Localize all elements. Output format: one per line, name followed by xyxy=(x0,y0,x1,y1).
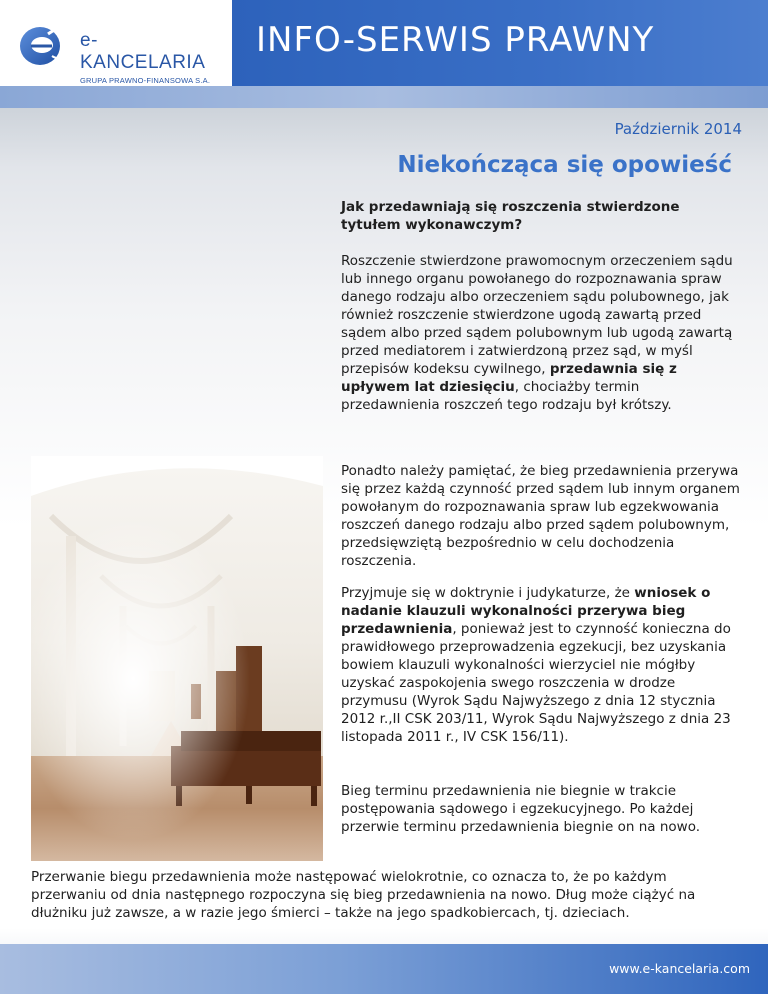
paragraph-1-text-c: , chociażby termin przedawnienia roszczeń tego rodzaju był krótszy. xyxy=(341,379,672,413)
paragraph-3-text-a: Przyjmuje się w doktrynie i judykaturze, że xyxy=(341,585,635,601)
paragraph-1 xyxy=(341,252,741,414)
lead-question: Jak przedawniają się roszczenia stwierdzone tytułem wykonawczym? xyxy=(341,199,680,233)
paragraph-3 xyxy=(341,584,741,746)
header-sub-band xyxy=(0,86,768,108)
page-header-title: INFO-SERWIS PRAWNY xyxy=(256,20,655,60)
paragraph-1-text-a: Roszczenie stwierdzone prawomocnym orzeczeniem sądu lub innego organu powołanego do rozpoznawania spraw danego rodzaju albo orzeczeniem sądu polubownego, jak również roszczenie stwierdzone ugodą zawartą przed sądem albo przed sądem polubownym lub ugodą zawartą przed mediatorem i zatwierdzoną przez sąd, w myśl przepisów kodeksu cywilnego, xyxy=(341,253,733,377)
paragraph-3-emphasis: wniosek o nadanie klauzuli wykonalności przerywa bieg przedawnienia xyxy=(341,585,711,637)
article-title: Niekończąca się opowieść xyxy=(397,152,732,178)
paragraph-2: Ponadto należy pamiętać, że bieg przedawnienia przerywa się przez każdą czynność przed sądem lub innym organem powołanym do rozpoznawania spraw lub egzekwowania roszczeń danego rodzaju albo przed sądem polubownym, przedsięwziętą bezpośrednio w celu dochodzenia roszczenia. xyxy=(341,463,740,569)
paragraph-5: Przerwanie biegu przedawnienia może następować wielokrotnie, co oznacza to, że po każdym przerwaniu od dnia następnego rozpoczyna się bieg przedawnienia na nowo. Dług może ciążyć na dłużniku już zawsze, a w razie jego śmierci – także na jego spadkobiercach, tj. dzieciach. xyxy=(31,869,696,921)
corridor-illustration xyxy=(31,456,323,861)
footer-website-link[interactable]: www.e-kancelaria.com xyxy=(609,961,750,976)
paragraph-4: Bieg terminu przedawnienia nie biegnie w trakcie postępowania sądowego i egzekucyjnego. Po każdej przerwie terminu przedawnienia biegnie on na nowo. xyxy=(341,783,701,835)
logo-subtitle: GRUPA PRAWNO-FINANSOWA S.A. xyxy=(80,76,211,85)
paragraph-1-emphasis: przedawnia się z upływem lat dziesięciu xyxy=(341,361,677,395)
paragraph-3-text-c: , ponieważ jest to czynność konieczna do prawidłowego przeprowadzenia egzekucji, bez uzyskania bowiem klauzuli wykonalności wierzyciel nie mógłby uzyskać zaspokojenia swego roszczenia w drodze przymusu (Wyrok Sądu Najwyższego z dnia 12 stycznia 2012 r.,II CSK 203/11, Wyrok Sądu Najwyższego z dnia 23 listopada 2011 r., IV CSK 156/11). xyxy=(341,621,731,745)
corridor-photo xyxy=(31,456,323,861)
logo-e-emblem-icon xyxy=(18,16,74,72)
company-logo[interactable] xyxy=(18,16,218,85)
issue-date: Październik 2014 xyxy=(614,120,742,138)
logo-name: e-KANCELARIA xyxy=(80,30,206,73)
logo-area xyxy=(0,0,232,86)
